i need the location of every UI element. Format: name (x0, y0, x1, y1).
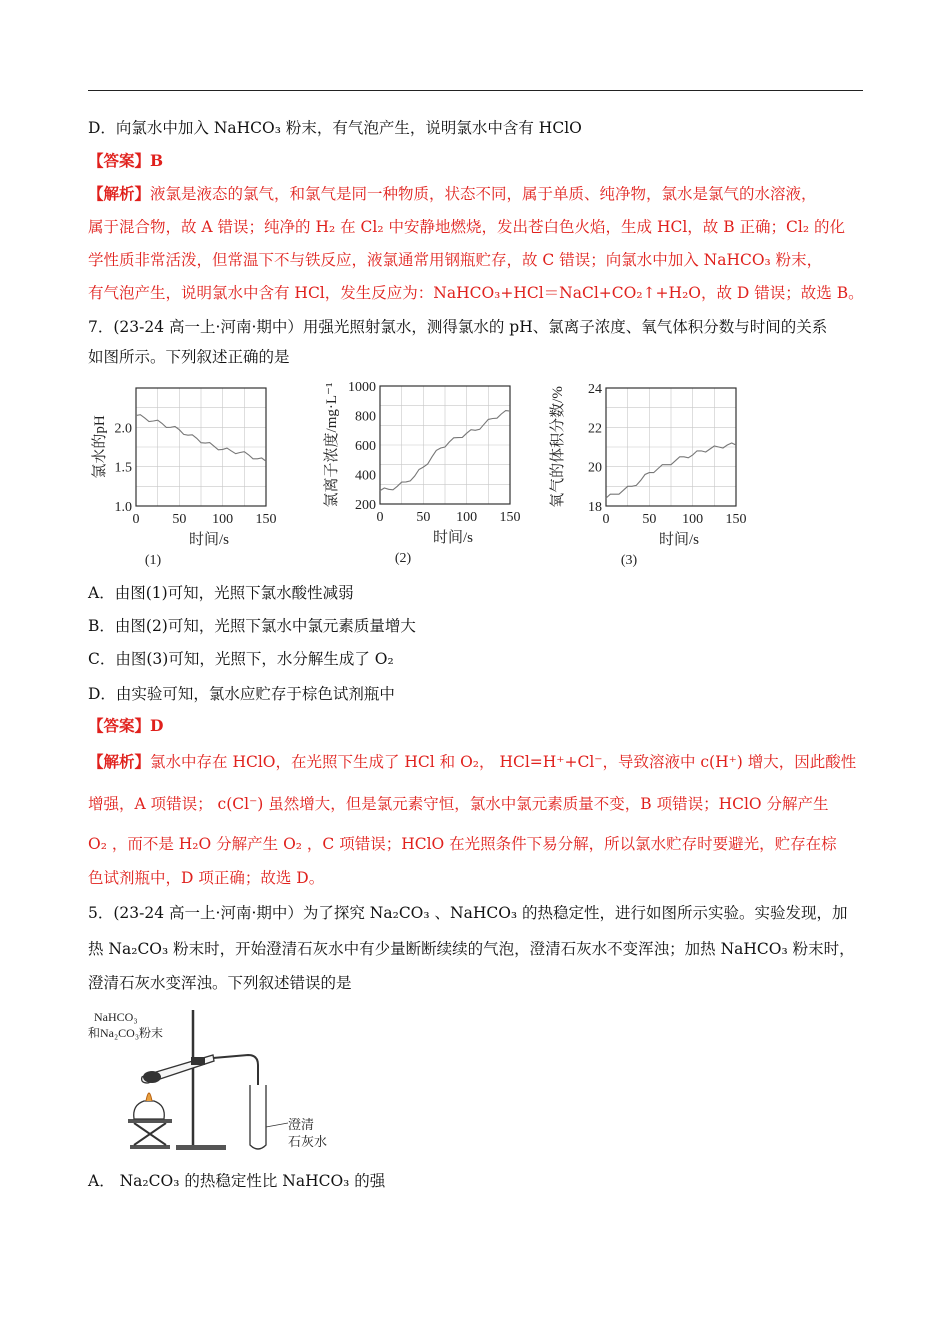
q7-analysis-line3: O₂ ，而不是 H₂O 分解产生 O₂ ，C 项错误；HClO 在光照条件下易分解，所以氯水贮存时要避光，贮存在棕 (88, 835, 837, 853)
chart1-xlabel: 时间/s (188, 532, 230, 548)
flame-icon (146, 1093, 152, 1101)
apparatus-label-clear: 澄清 (288, 1117, 315, 1132)
lab-jack-scissor (134, 1123, 166, 1145)
q7-analysis-line4: 色试剂瓶中，D 项正确；故选 D。 (88, 869, 325, 887)
chart2-ylabel: 氯离子浓度/mg·L⁻¹ (324, 382, 340, 508)
q7-analysis-line2: 增强，A 项错误； c(Cl⁻) 虽然增大，但是氯元素守恒，氯水中氯元素质量不变，B 项错误；HClO 分解产生 (88, 795, 829, 813)
chart3-xtick-label: 0 (602, 512, 610, 527)
q5-option-a: A． Na₂CO₃ 的热稳定性比 NaHCO₃ 的强 (88, 1172, 386, 1190)
chart2-xtick-label: 50 (416, 510, 431, 525)
q7-option-c: C．由图(3)可知，光照下，水分解生成了 O₂ (88, 650, 394, 668)
q7-charts (88, 378, 808, 578)
q5-apparatus-figure (88, 1005, 348, 1160)
q6-option-d: D．向氯水中加入 NaHCO₃ 粉末，有气泡产生，说明氯水中含有 HClO (88, 119, 582, 137)
chart1-ytick-label: 1.5 (114, 460, 132, 476)
q5-stem-line3: 澄清石灰水变浑浊。下列叙述错误的是 (88, 974, 352, 992)
limewater-tube (250, 1085, 266, 1149)
q7-option-d: D．由实验可知，氯水应贮存于棕色试剂瓶中 (88, 685, 395, 703)
chart3-ylabel: 氧气的体积分数/% (550, 386, 566, 508)
label-pointer (266, 1123, 288, 1127)
chart1-xtick-label: 150 (255, 512, 277, 527)
q6-answer: 【答案】B (88, 151, 164, 170)
chart2-xtick-label: 100 (456, 510, 478, 525)
chart3-xtick-label: 150 (725, 512, 747, 527)
chart1-xtick-label: 100 (212, 512, 234, 527)
chart2-ytick-label: 600 (355, 439, 376, 454)
q6-analysis-line3: 学性质非常活泼，但常温下不与铁反应，液氯通常用钢瓶贮存，故 C 错误；向氯水中加入 NaHCO₃ 粉末， (88, 251, 823, 269)
chart3-ytick-label: 18 (588, 500, 602, 515)
apparatus-label-nahco3: NaHCO₃ (94, 1010, 138, 1024)
apparatus-drawing (88, 1005, 348, 1160)
chart3-xtick-label: 50 (642, 512, 657, 527)
chart1-ytick-label: 2.0 (114, 421, 132, 437)
q5-stem-line2: 热 Na₂CO₃ 粉末时，开始澄清石灰水中有少量断断续续的气泡，澄清石灰水不变浑浊；加热 NaHCO₃ 粉末时， (88, 940, 855, 958)
chart1-xtick-label: 50 (172, 512, 187, 527)
chart1-ylabel: 氯水的pH (92, 415, 108, 479)
q5-stem-line1: 5．(23-24 高一上·河南·期中）为了探究 Na₂CO₃ 、NaHCO₃ 的热稳定性，进行如图所示实验。实验发现，加 (88, 904, 848, 922)
chart3-caption: (3) (620, 553, 638, 568)
lab-jack-base (130, 1145, 170, 1149)
chart2-ytick-label: 400 (355, 468, 376, 484)
chart2-caption: (2) (394, 551, 412, 566)
chart2-xtick-label: 0 (376, 510, 384, 525)
q6-analysis-line4: 有气泡产生，说明氯水中含有 HCl，发生反应为：NaHCO₃+HCl＝NaCl+CO₂↑+H₂O，故 D 错误；故选 B。 (88, 284, 864, 302)
clamp (191, 1057, 205, 1065)
q7-stem-line1: 7．(23-24 高一上·河南·期中）用强光照射氯水，测得氯水的 pH、氯离子浓度、氧气体积分数与时间的关系 (88, 318, 828, 336)
q7-analysis-label: 【解析】 (88, 752, 151, 771)
apparatus-label-limewater: 石灰水 (288, 1134, 328, 1149)
chart2-ytick-label: 200 (355, 498, 376, 513)
chart3-ytick-label: 20 (588, 460, 602, 476)
chart1-xtick-label: 0 (132, 512, 140, 527)
apparatus-label-powder: 和Na₂CO₃粉末 (88, 1026, 164, 1040)
q6-analysis-label: 【解析】 (88, 184, 151, 203)
q7-charts-svg (88, 378, 808, 578)
q6-analysis-line1: 【解析】液氯是液态的氯气，和氯气是同一种物质，状态不同，属于单质、纯净物，氯水是氯气的水溶液， (88, 184, 817, 203)
q7-option-b: B．由图(2)可知，光照下氯水中氯元素质量增大 (88, 617, 416, 635)
q7-stem-line2: 如图所示。下列叙述正确的是 (88, 348, 290, 366)
chart2-xlabel: 时间/s (432, 530, 474, 546)
chart1-caption: (1) (144, 553, 162, 568)
chart2-ytick-label: 800 (355, 409, 376, 425)
chart3-xlabel: 时间/s (658, 532, 700, 548)
chart3-xtick-label: 100 (682, 512, 704, 527)
q7-analysis-line1: 【解析】氯水中存在 HClO，在光照下生成了 HCl 和 O₂， HCl=H⁺+Cl⁻，导致溶液中 c(H⁺) 增大，因此酸性 (88, 752, 857, 771)
powder-sample (143, 1071, 161, 1083)
q6-analysis-line2: 属于混合物，故 A 错误；纯净的 H₂ 在 Cl₂ 中安静地燃烧，发出苍白色火焰，生成 HCl，故 B 正确；Cl₂ 的化 (88, 218, 845, 236)
header-rule (88, 90, 863, 91)
chart3-ytick-label: 22 (588, 421, 602, 437)
q7-option-a: A．由图(1)可知，光照下氯水酸性减弱 (88, 584, 354, 602)
chart1-ytick-label: 1.0 (114, 500, 132, 515)
q7-answer: 【答案】D (88, 716, 164, 735)
chart2-xtick-label: 150 (499, 510, 521, 525)
chart3-ytick-label: 24 (588, 382, 602, 397)
alcohol-lamp (134, 1101, 165, 1119)
chart2-ytick-label: 1000 (348, 380, 376, 395)
iron-stand-base (176, 1145, 226, 1150)
